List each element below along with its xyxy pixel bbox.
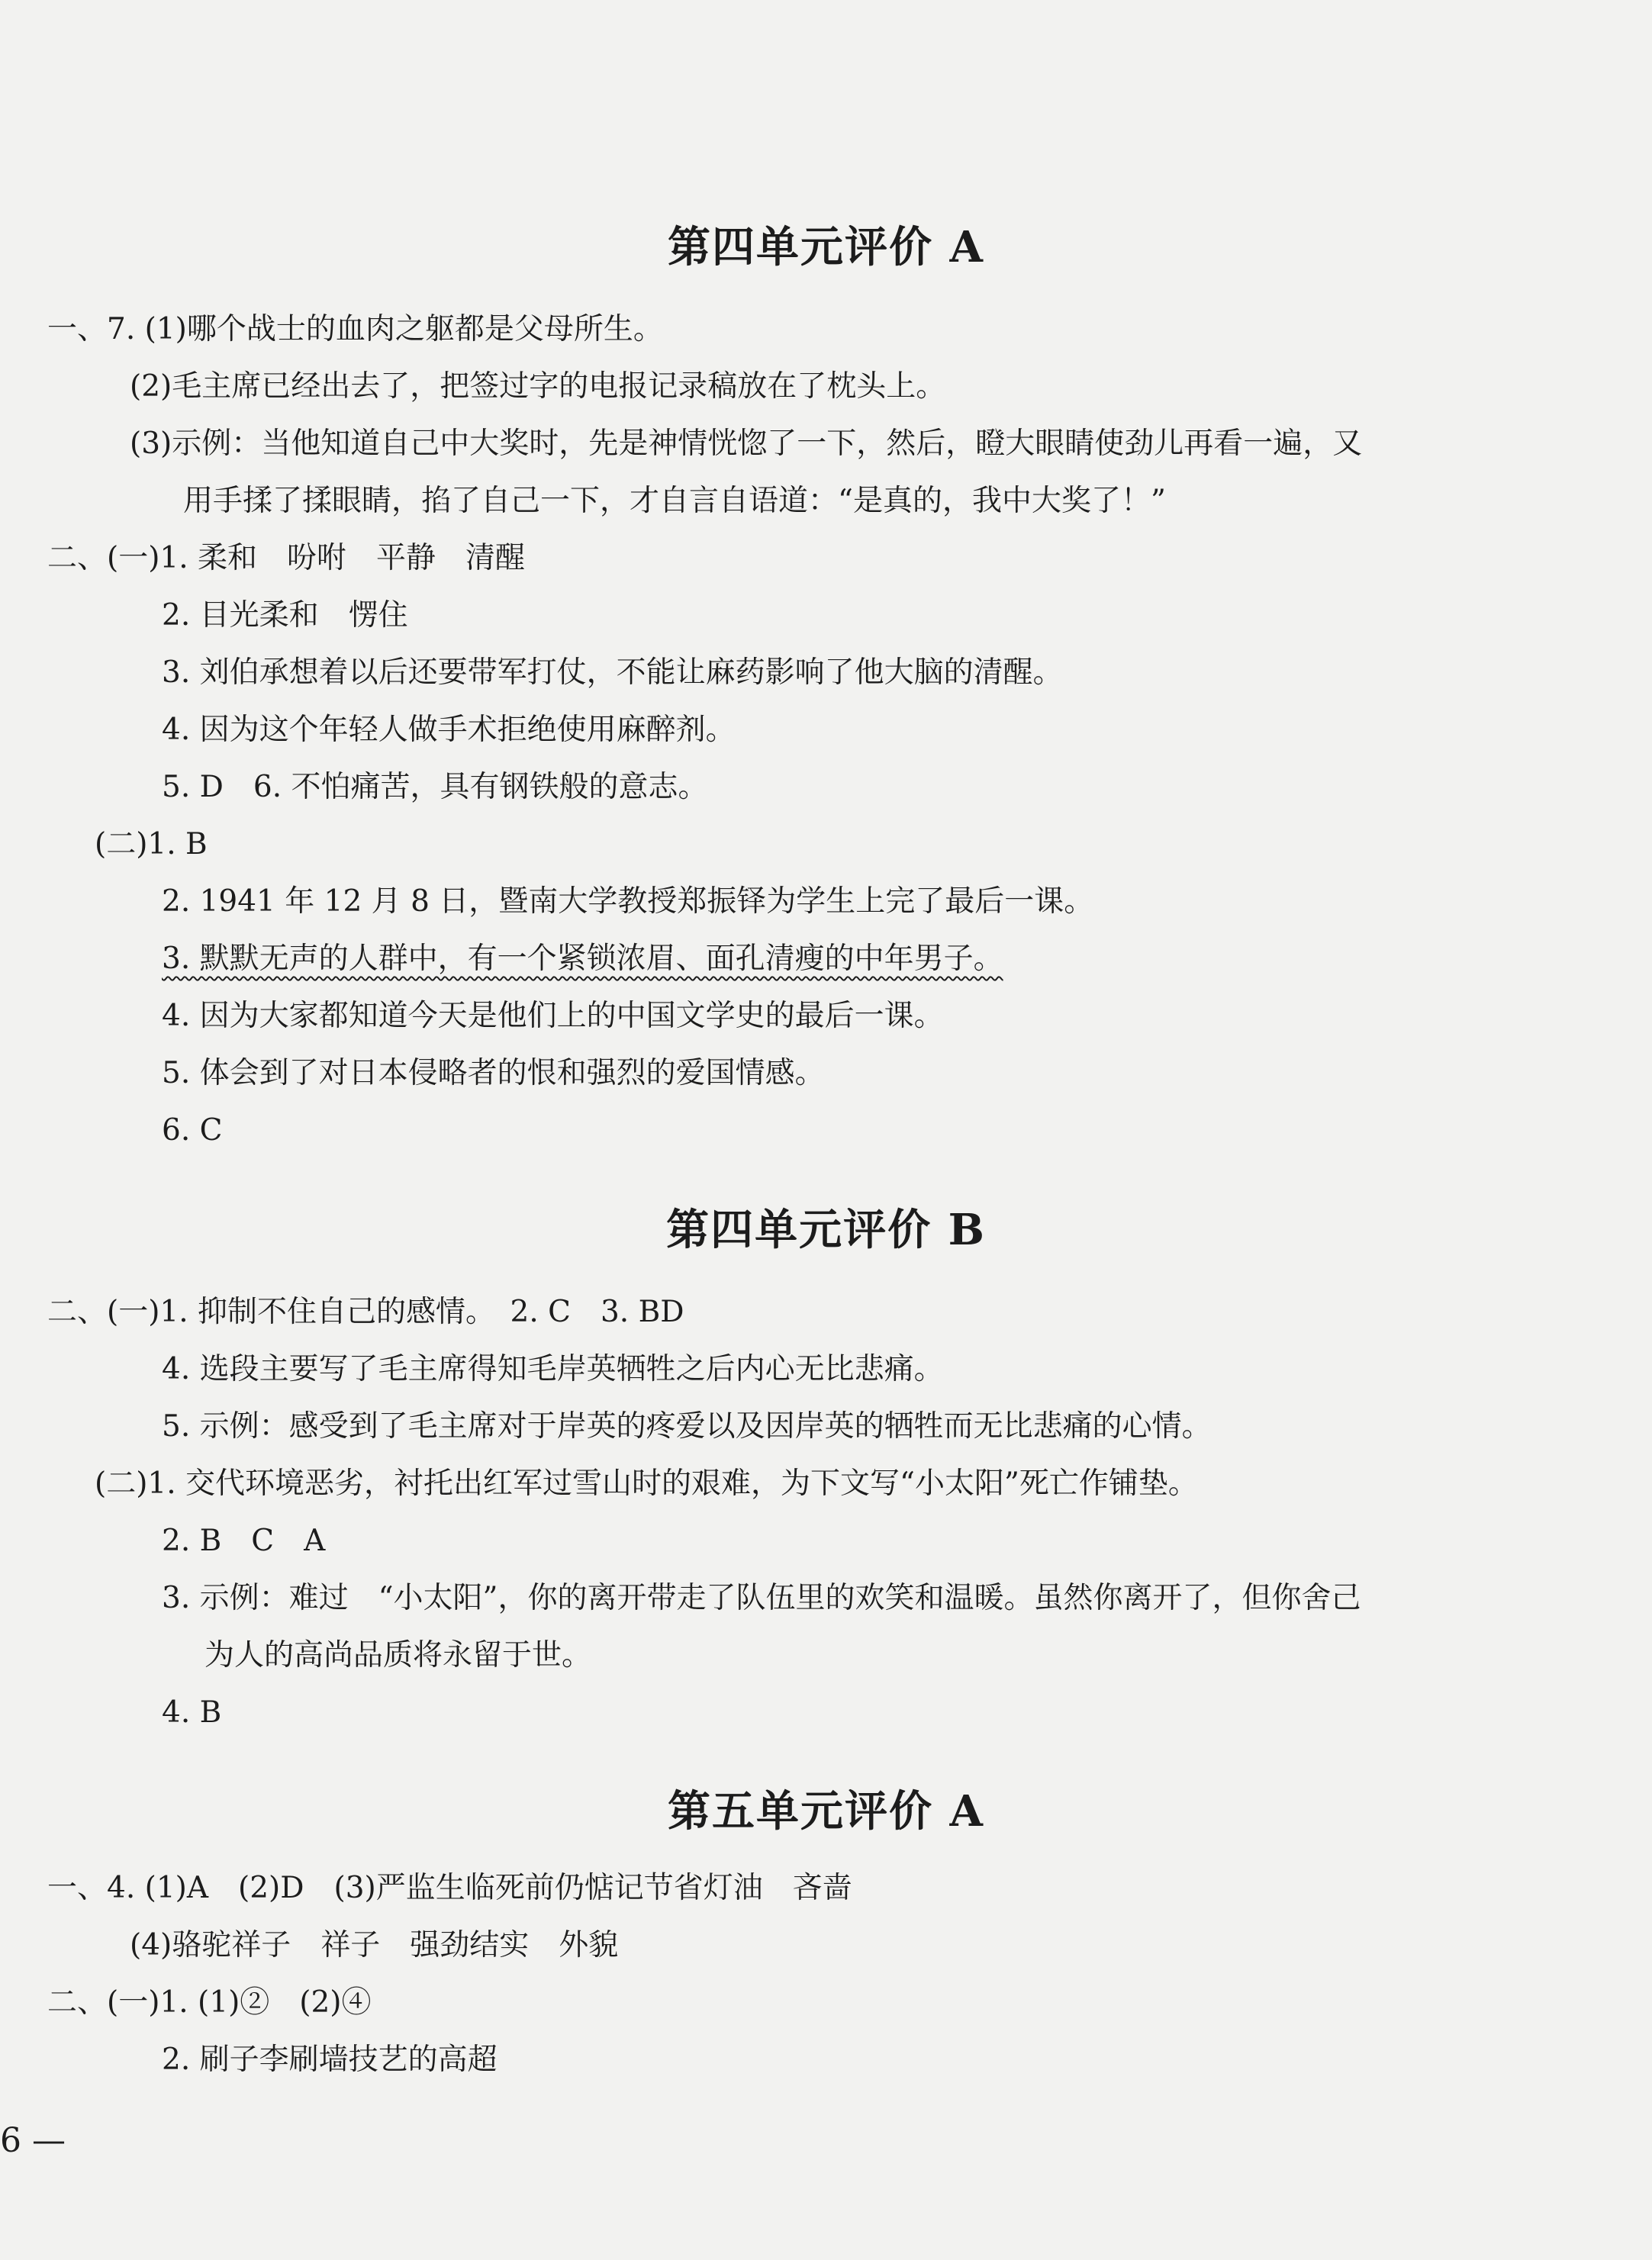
answer-line: 二、(一)1. 抑制不住自己的感情。 2. C 3. BD — [47, 1295, 684, 1329]
answer-line: 2. B C A — [162, 1524, 326, 1558]
answer-line: 3. 示例：难过 “小太阳”，你的离开带走了队伍里的欢笑和温暖。虽然你离开了，但你舍己 — [162, 1581, 1361, 1615]
section-title: 第四单元评价 B — [666, 1205, 986, 1255]
answer-line: (4)骆驼祥子 祥子 强劲结实 外貌 — [130, 1928, 619, 1962]
answer-line: 2. 1941 年 12 月 8 日，暨南大学教授郑振铎为学生上完了最后一课。 — [162, 884, 1094, 919]
answer-line: 2. 目光柔和 愣住 — [162, 598, 408, 633]
section-title: 第四单元评价 A — [668, 222, 984, 272]
answer-line: 一、4. (1)A (2)D (3)严监生临死前仍惦记节省灯油 吝啬 — [47, 1871, 852, 1905]
answer-line: 4. 因为这个年轻人做手术拒绝使用麻醉剂。 — [162, 713, 736, 747]
answer-line: 2. 刷子李刷墙技艺的高超 — [162, 2043, 498, 2077]
answer-line: 4. B — [162, 1695, 222, 1730]
answer-line: 5. 体会到了对日本侵略者的恨和强烈的爱国情感。 — [162, 1056, 825, 1090]
answer-line: 6. C — [162, 1113, 223, 1148]
answer-line: 5. 示例：感受到了毛主席对于岸英的疼爱以及因岸英的牺牲而无比悲痛的心情。 — [162, 1409, 1212, 1444]
answer-line: (二)1. B — [95, 827, 208, 861]
page-number: 6 — — [0, 2121, 66, 2160]
answer-line: (2)毛主席已经出去了，把签过字的电报记录稿放在了枕头上。 — [130, 369, 946, 404]
answer-line: 3. 刘伯承想着以后还要带军打仗，不能让麻药影响了他大脑的清醒。 — [162, 655, 1063, 690]
answer-line: 4. 因为大家都知道今天是他们上的中国文学史的最后一课。 — [162, 999, 944, 1033]
answer-line: (3)示例：当他知道自己中大奖时，先是神情恍惚了一下，然后，瞪大眼睛使劲儿再看一遍，又 — [130, 427, 1363, 461]
answer-line: 5. D 6. 不怕痛苦，具有钢铁般的意志。 — [162, 770, 708, 804]
answer-line: 用手揉了揉眼睛，掐了自己一下，才自言自语道：“是真的，我中大奖了！” — [183, 484, 1166, 518]
section-title: 第五单元评价 A — [668, 1786, 984, 1837]
answer-line: 二、(一)1. 柔和 吩咐 平静 清醒 — [47, 541, 526, 575]
answer-line-underlined: 3. 默默无声的人群中，有一个紧锁浓眉、面孔清瘦的中年男子。 — [162, 942, 1003, 976]
answer-line: 4. 选段主要写了毛主席得知毛岸英牺牲之后内心无比悲痛。 — [162, 1352, 944, 1386]
answer-line: (二)1. 交代环境恶劣，衬托出红军过雪山时的艰难，为下文写“小太阳”死亡作铺垫。 — [95, 1466, 1198, 1501]
answer-line: 为人的高尚品质将永留于世。 — [204, 1638, 592, 1672]
answer-line: 一、7. (1)哪个战士的血肉之躯都是父母所生。 — [47, 312, 663, 346]
answer-line: 二、(一)1. (1)② (2)④ — [47, 1985, 372, 2020]
